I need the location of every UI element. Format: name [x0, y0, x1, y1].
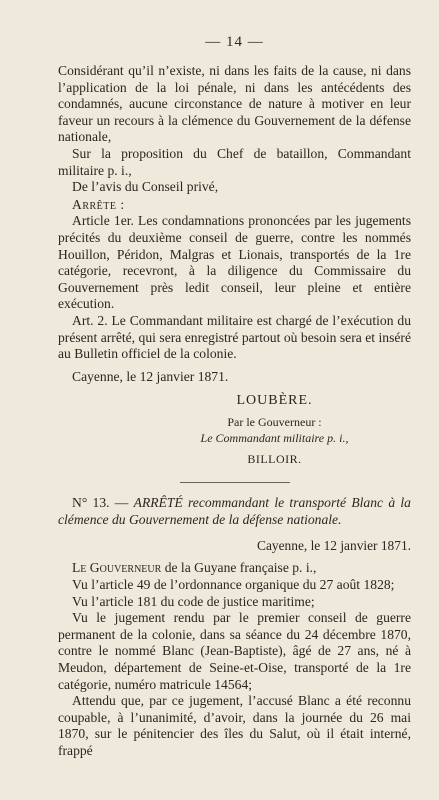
signatory-name: LOUBÈRE. — [236, 393, 313, 409]
second-dateline: Cayenne, le 12 janvier 1871. — [257, 538, 411, 554]
avis-paragraph: De l’avis du Conseil privé, — [72, 179, 219, 195]
second-signatory: BILLOIR. — [247, 452, 302, 467]
gouverneur-line — [58, 560, 411, 577]
gouverneur-label: Le Gouverneur — [72, 560, 162, 576]
commandant-role: Le Commandant militaire p. i., — [200, 431, 349, 446]
vu-1-paragraph: Vu l’article 49 de l’ordonnance organique du 27 août 1828; — [72, 577, 395, 593]
considerant-paragraph: Considérant qu’il n’existe, ni dans les faits de la cause, ni dans l’application de la loi pénale, ni dans les antécédents des condamnés, aucune circonstance de nature à motiver en leur faveur un recours à la clémence du Gouvernement de la défense nationale, — [58, 63, 411, 145]
page-number: — 14 — — [205, 34, 264, 50]
arrete-label: Arrête : — [72, 196, 125, 212]
section-divider — [180, 482, 290, 483]
signature-block — [138, 393, 411, 467]
attendu-paragraph: Attendu que, par ce jugement, l’accusé Blanc a été reconnu coupable, à l’unanimité, d’avoir, dans la journée du 26 mai 1870, sur le pénitencier des îles du Salut, où il était interné, frappé — [58, 693, 411, 758]
article-2-paragraph: Art. 2. Le Commandant militaire est chargé de l’exécution du présent arrêté, qui sera enregistré partout où besoin sera et inséré au Bulletin officiel de la colonie. — [58, 312, 411, 362]
arrete-number: N° 13. — — [72, 495, 129, 511]
par-le-gouverneur: Par le Gouverneur : — [227, 415, 322, 430]
arrete-heading — [58, 495, 411, 528]
first-date: Cayenne, le 12 janvier 1871. — [72, 368, 229, 384]
vu-3-paragraph: Vu le jugement rendu par le premier conseil de guerre permanent de la colonie, dans sa séance du 24 décembre 1870, contre le nommé Blanc (Jean-Baptiste), âgé de 27 ans, né à Meudon, département de Seine-et-Oise, transporté de la 1re catégorie, numéro matricule 14564; — [58, 610, 411, 692]
arrete-title: ARRÊTÉ recommandant le transporté Blanc à la clémence du Gouvernement de la défense nationale. — [58, 495, 411, 527]
gouverneur-rest: de la Guyane française p. i., — [161, 560, 317, 576]
proposition-paragraph: Sur la proposition du Chef de bataillon, Commandant militaire p. i., — [58, 145, 411, 178]
vu-2-paragraph: Vu l’article 181 du code de justice maritime; — [72, 593, 315, 609]
article-1-paragraph: Article 1er. Les condamnations prononcées par les jugements précités du deuxième conseil de guerre, contre les nommés Houillon, Péridon, Malgras et Lionais, transportés de la 1re catégorie, recevront, à la diligence du Commissaire du Gouvernement près ledit conseil, leur pleine et entière exécution. — [58, 213, 411, 312]
